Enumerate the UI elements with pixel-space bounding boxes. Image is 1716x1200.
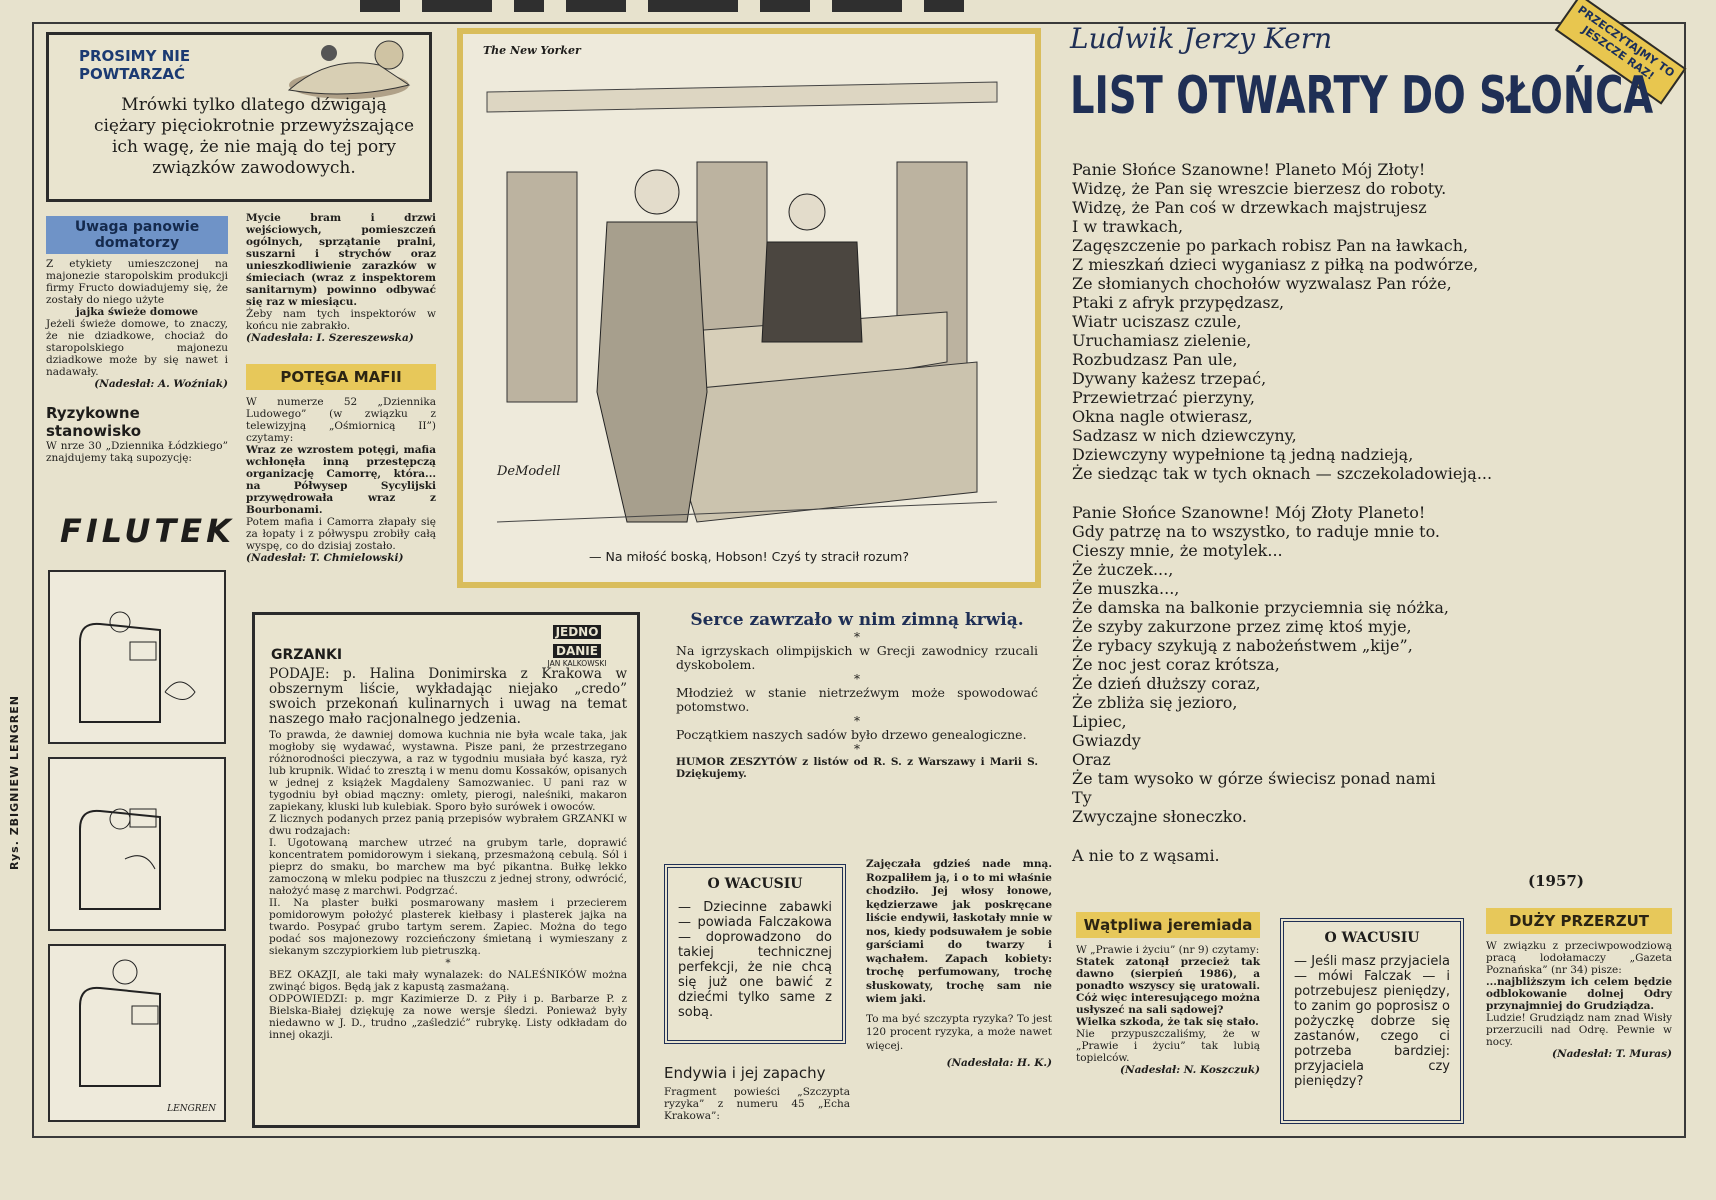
endywia-title: Endywia i jej zapachy <box>664 1064 826 1082</box>
serce-item-1: Na igrzyskach olimpijskich w Grecji zawodnicy rzucali dyskobolem. <box>676 643 1038 672</box>
duzy-body2: Ludzie! Grudziądz nam znad Wisły przerzucili nad Odrę. Pewnie w nocy. <box>1486 1012 1672 1048</box>
watpliwa-section <box>1076 912 1260 1076</box>
filutek-signature: LENGREN <box>167 1104 216 1114</box>
endywia-body2: To ma być szczypta ryzyka? To jest 120 procent ryzyka, a może nawet więcej. <box>866 1012 1052 1052</box>
ryzykowne-body: W nrze 30 „Dziennika Łódzkiego” znajdujemy taką supozycję: <box>46 440 228 464</box>
duzy-signature: (Nadesłał: T. Muras) <box>1552 1048 1672 1060</box>
watpliwa-body2: Nie przypuszczaliśmy, że w „Prawie i życiu” tak lubią topielców. <box>1076 1028 1260 1064</box>
grzanki-box <box>252 612 640 1128</box>
potega-title: POTĘGA MAFII <box>246 364 436 390</box>
wacus1-box <box>664 864 846 1044</box>
kern-poem <box>1072 160 1672 865</box>
grzanki-star: * <box>445 957 451 969</box>
kern-author: Ludwik Jerzy Kern <box>1070 22 1333 55</box>
cartoon-frame <box>457 28 1041 588</box>
uwaga-section <box>46 216 228 390</box>
cartoon-illustration <box>477 62 1021 532</box>
wacus1-title: O WACUSIU <box>707 876 803 892</box>
grzanki-p4: II. Na plaster bułki posmarowany masłem i przecierem pomidorowym położyć plasterek kiełbasy i plasterek jajka na twardo. Posypać grubo tartym serem. Zapiec. Można do tego podać sos majonezowy rozcieńczony śmietaną i wymieszany z siekanym szczypiorkiem lub pietruszką. <box>269 897 627 957</box>
duzy-section <box>1486 908 1672 1060</box>
watpliwa-signature: (Nadesłał: N. Koszczuk) <box>1120 1064 1260 1076</box>
ryzykowne-emph: Mycie bram i drzwi wejściowych, pomieszczeń ogólnych, sprzątanie pralni, suszarni i strychów oraz unieszkodliwienie zarazków w śmieciach (wraz z inspektorem sanitarnym) powinno odbywać się raz w miesiącu. <box>246 212 436 308</box>
grzanki-p6: ODPOWIEDZI: p. mgr Kazimierze D. z Piły i p. Barbarze P. z Bielska-Białej dziękuję za nowe wersje śledzi. Ponieważ były niedawno w J. D., trudno „zaśledzić” rubrykę. Listy odkładam do innej okazji. <box>269 993 627 1041</box>
ryzykowne-title: Ryzykowne stanowisko <box>46 404 142 440</box>
watpliwa-emph2: Wielka szkoda, że tak się stało. <box>1076 1016 1259 1028</box>
grzanki-p2: Z licznych podanych przez panią przepisów wybrałem GRZANKI w dwu rodzajach: <box>269 813 627 837</box>
uwaga-body2: Jeżeli świeże domowe, to znaczy, że nie dziadkowe, chociaż do staropolskiego majonezu dziadkowe może by się nawet i nadawały. <box>46 318 228 378</box>
kern-stanza-2: Panie Słońce Szanowne! Mój Złoty Planeto! Gdy patrzę na to wszystko, to raduje mnie to. Cieszy mnie, że motylek... Że żuczek..., Że muszka..., Że damska na balkonie przyciemnia się nóżka, Że szyby zakurzone przez zimę ktoś myje, Że rybacy szykują z nabożeństwem „kije”, Że noc jest coraz krótsza, Że dzień dłuższy coraz, Że zbliża się jezioro, Lipiec, Gwiazdy Oraz Że tam wysoko w górze świecisz ponad nami Ty Zwyczajne słoneczko. <box>1072 503 1449 826</box>
serce-section: Serce zawrzało w nim zimną krwią. * Na igrzyskach olimpijskich w Grecji zawodnicy rzucali dyskobolem. * Młodzież w stanie nietrzeźwym może spowodować potomstwo. * Początkiem naszych sadów było drzewo genealogiczne. * HUMOR ZESZYTÓW z listów od R. S. z Warszawy i Marii S. Dziękujemy. <box>676 610 1038 780</box>
grzanki-intro: PODAJE: p. Halina Donimirska z Krakowa w obszernym liście, wykładając niejako „credo” swoich przekonań kulinarnych i uwag na temat naszego mało racjonalnego jedzenia. <box>269 666 627 727</box>
wacus2-title: O WACUSIU <box>1324 930 1420 946</box>
ryzykowne-signature: (Nadesłała: I. Szereszewska) <box>246 332 414 344</box>
jedno-danie-badge: JEDNO DANIE JAN KALKOWSKI <box>547 625 607 668</box>
grzanki-p5: BEZ OKAZJI, ale taki mały wynalazek: do NALEŚNIKÓW można zwinąć bigos. Będą jak z kapustą zasmażaną. <box>269 969 627 993</box>
ryzykowne-section <box>46 404 228 464</box>
uwaga-body: Z etykiety umieszczonej na majonezie staropolskim produkcji firmy Fructo dowiadujemy się, że zostały do niego użyte <box>46 258 228 306</box>
serce-footer: HUMOR ZESZYTÓW z listów od R. S. z Warszawy i Marii S. Dziękujemy. <box>676 756 1038 780</box>
comic-panel-2 <box>48 757 226 931</box>
grzanki-p3: I. Ugotowaną marchew utrzeć na grubym tarle, doprawić koncentratem pomidorowym i siekaną, przesmażoną cebulą. Sól i pieprz do smaku, bo marchew ma być pikantna. Bułkę lekko zamoczoną w mleku podpiec na tłuszczu z jednej strony, odwrócić, nałożyć masę z marchwi. Podgrzać. <box>269 837 627 897</box>
uwaga-title: Uwaga panowie domatorzy <box>46 216 228 254</box>
prosimy-title: PROSIMY NIE POWTARZAĆ <box>79 47 191 83</box>
cartoon-caption: — Na miłość boską, Hobson! Czyś ty stracił rozum? <box>589 549 909 564</box>
filutek-logo: FILUTEK <box>60 512 235 550</box>
endywia-section <box>664 1064 850 1122</box>
serce-title: Serce zawrzało w nim zimną krwią. <box>690 610 1024 630</box>
corner-stamp: PRZECZYTAJMY TO JESZCZE RAZ! <box>1555 0 1687 105</box>
potega-body: W numerze 52 „Dziennika Ludowego” (w związku z telewizyjną „Ośmiornicą II”) czytamy: <box>246 396 436 444</box>
kern-title: LIST OTWARTY DO SŁOŃCA <box>1070 66 1654 126</box>
watpliwa-emph: Statek zatonął przecież tak dawno (sierpień 1986), a ponadto wszyscy się uratowali. Cóż więc interesującego można usłyszeć na sali sądowej? <box>1076 956 1260 1016</box>
kern-stanza-1: Panie Słońce Szanowne! Planeto Mój Złoty! Widzę, że Pan się wreszcie bierzesz do roboty. Widzę, że Pan coś w drzewkach majstrujesz I w trawkach, Zagęszczenie po parkach robisz Pan na ławkach, Z mieszkań dzieci wyganiasz z piłką na podwórze, Ze słomianych chochołów wyzwalasz Pan róże, Ptaki z afryk przypędzasz, Wiatr uciszasz czule, Uruchamiasz zielenie, Rozbudzasz Pan ule, Dywany każesz trzepać, Przewietrzać pierzyny, Okna nagle otwierasz, Sadzasz w nich dziewczyny, Dziewczyny wypełnione tą jedną nadzieją, Że siedząc tak w tych oknach — szczekoladowieją... <box>1072 160 1493 483</box>
endywia-emph: Zajęczała gdzieś nade mną. Rozpaliłem ją, i o to mi właśnie chodziło. Jej włosy łonowe, kędzierzawe jak poskręcane liście endywii, łaskotały mnie w nos, kiedy podsuwałem je sobie garściami do twarzy i wąchałem. Zapach kobiety: trochę perfumowany, trochę słuskowaty, trochę sam nie wiem jaki. <box>866 858 1052 1005</box>
potega-body2: Potem mafia i Camorra złapały się za łopaty i z półwyspu zrobiły całą wyspę, co do dzisiaj zostało. <box>246 516 436 552</box>
grzanki-title: GRZANKI <box>271 647 343 663</box>
wacus1-body: — Dziecinne zabawki — powiada Falczakowa — doprowadzono do takiej technicznej perfekcji, że nie chcą się już one bawić z dziećmi tylko same z sobą. <box>678 900 832 1020</box>
potega-emph: Wraz ze wzrostem potęgi, mafia wchłonęła inną przestępczą organizację Camorrę, która... na Półwysep Sycylijski przywędrowała wraz z Bourbonami. <box>246 444 436 516</box>
masthead-strip <box>360 0 1260 14</box>
grzanki-p1: To prawda, że dawniej domowa kuchnia nie była wcale taka, jak mogłoby się wydawać, wystawna. Pisze pani, że przestrzegano różnorodności pieczywa, a raz w tygodniu musiała być kasza, ryż lub krupnik. Widać to zresztą i w menu domu Kossaków, opisanych w jednej z książek Magdaleny Samozwaniec. U pani raz w tygodniu był obiad mączny: omlety, pierogi, naleśniki, makaron zapiekany, kluski lub kulebiak. Sporo było surówek i owoców. <box>269 729 627 813</box>
prosimy-body: Mrówki tylko dlatego dźwigają ciężary pięciokrotnie przewyższające ich wagę, że nie mają do tej pory związków zawodowych. <box>93 95 415 178</box>
endywia-continued <box>866 858 1052 1069</box>
cartoon-source: The New Yorker <box>483 44 581 57</box>
ryzykowne-continued <box>246 212 436 344</box>
duzy-body: W związku z przeciwpowodziową pracą lodołamaczy „Gazeta Poznańska” (nr 34) pisze: <box>1486 940 1672 976</box>
uwaga-signature: (Nadesłał: A. Woźniak) <box>94 378 228 390</box>
watpliwa-title: Wątpliwa jeremiada <box>1076 912 1260 938</box>
cartoon-signature: DeModell <box>497 464 561 479</box>
uwaga-emph: jajka świeże domowe <box>75 306 199 318</box>
kern-year: (1957) <box>1528 872 1584 890</box>
serce-item-2: Młodzież w stanie nietrzeźwym może spowodować potomstwo. <box>676 685 1038 714</box>
grzanki-text <box>269 667 627 1041</box>
wacus2-box <box>1280 918 1464 1124</box>
duzy-title: DUŻY PRZERZUT <box>1486 908 1672 934</box>
duzy-emph: ...najbliższym ich celem będzie odblokowanie dolnej Odry przynajmniej do Grudziądza. <box>1486 976 1672 1012</box>
potega-signature: (Nadesłał: T. Chmielowski) <box>246 552 404 564</box>
endywia-body: Fragment powieści „Szczypta ryzyka” z numeru 45 „Echa Krakowa”: <box>664 1086 850 1122</box>
kern-closing: A nie to z wąsami. <box>1072 846 1220 865</box>
watpliwa-body: W „Prawie i życiu” (nr 9) czytamy: <box>1076 944 1260 956</box>
comic-panel-1 <box>48 570 226 744</box>
endywia-signature: (Nadesłała: H. K.) <box>946 1057 1052 1069</box>
potega-section <box>246 364 436 564</box>
prosimy-box <box>46 32 432 202</box>
serce-item-3: Początkiem naszych sadów było drzewo genealogiczne. <box>676 727 1027 742</box>
ryzykowne-body2: Żeby nam tych inspektorów w końcu nie zabrakło. <box>246 308 436 332</box>
side-credit: Rys. ZBIGNIEW LENGREN <box>8 695 21 870</box>
wacus2-body: — Jeśli masz przyjaciela — mówi Falczak — i potrzebujesz pieniędzy, to zanim go poprosisz o pożyczkę dobrze się zastanów, czego ci potrzeba bardziej: przyjaciela czy pieniędzy? <box>1294 954 1450 1089</box>
comic-panel-3 <box>48 944 226 1122</box>
